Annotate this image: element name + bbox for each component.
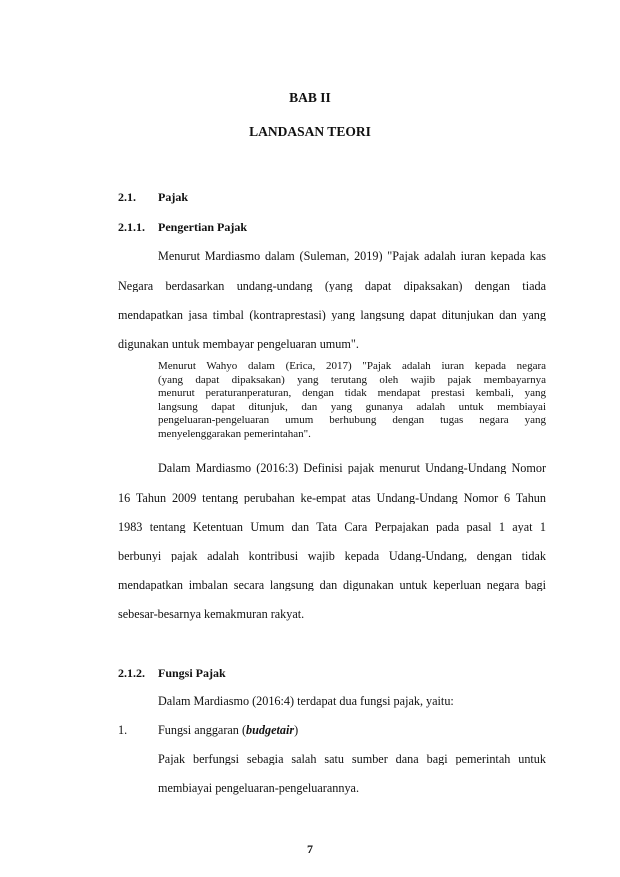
- paragraph-2-line-1: Dalam Mardiasmo (2016:3) Definisi pajak menurut Undang-Undang Nomor: [158, 462, 546, 475]
- quote-line: (yang dapat dipaksakan) yang terutang oleh wajib pajak membayarnya: [158, 373, 546, 386]
- section-title: Pajak: [158, 190, 188, 204]
- quote-line: menurut peraturanperaturan, dengan tidak mendapat prestasi kembali, yang: [158, 387, 546, 400]
- section-heading-2-1-1: [118, 220, 247, 235]
- paragraph-2-line-3: 1983 tentang Ketentuan Umum dan Tata Cara Perpajakan pada pasal 1 ayat 1: [118, 521, 546, 534]
- list-text-close: ): [294, 723, 299, 737]
- chapter-title: LANDASAN TEORI: [249, 124, 371, 139]
- list-text-italic: budgetair: [246, 723, 295, 737]
- paragraph-1-line-3: mendapatkan jasa timbal (kontraprestasi) yang langsung dapat ditunjukan dan yang: [118, 309, 546, 322]
- paragraph-1-line-4: digunakan untuk membayar pengeluaran umum".: [118, 337, 359, 351]
- section-title: Fungsi Pajak: [158, 666, 226, 680]
- section-number: 2.1.: [118, 190, 136, 204]
- paragraph-3: Dalam Mardiasmo (2016:4) terdapat dua fungsi pajak, yaitu:: [158, 694, 454, 708]
- paragraph-1-line-2: Negara berdasarkan undang-undang (yang dapat dipaksakan) dengan tiada: [118, 280, 546, 293]
- list-number: 1.: [118, 723, 128, 737]
- paragraph-2-line-5: mendapatkan imbalan secara langsung dan digunakan untuk keperluan negara bagi: [118, 579, 546, 592]
- section-number: 2.1.2.: [118, 666, 145, 680]
- quote-line: pengeluaran-pengeluaran umum berhubung dengan tugas negara yang: [158, 414, 546, 427]
- list-item-1-desc-line-1: Pajak berfungsi sebagia salah satu sumber dana bagi pemerintah untuk: [158, 753, 546, 766]
- paragraph-2-line-2: 16 Tahun 2009 tentang perubahan ke-empat atas Undang-Undang Nomor 6 Tahun: [118, 492, 546, 505]
- list-item-1-desc-line-2: membiayai pengeluaran-pengeluarannya.: [158, 781, 359, 795]
- paragraph-2-line-6: sebesar-besarnya kemakmuran rakyat.: [118, 607, 305, 621]
- block-quote: [158, 360, 546, 442]
- quote-line: Menurut Wahyo dalam (Erica, 2017) "Pajak adalah iuran kepada negara: [158, 360, 546, 372]
- section-number: 2.1.1.: [118, 220, 145, 234]
- list-text: Fungsi anggaran (: [158, 723, 247, 737]
- quote-line: menyelenggarakan pemerintahan".: [158, 427, 311, 440]
- list-item-1: [118, 724, 298, 736]
- chapter-label: BAB II: [289, 90, 331, 105]
- page-number: 7: [307, 842, 313, 856]
- section-heading-2-1: [118, 190, 188, 205]
- section-heading-2-1-2: [118, 666, 226, 681]
- section-title: Pengertian Pajak: [158, 220, 247, 234]
- quote-line: langsung dapat ditunjuk, dan yang gunanya adalah untuk membiayai: [158, 400, 546, 413]
- paragraph-1-line-1: Menurut Mardiasmo dalam (Suleman, 2019) "Pajak adalah iuran kepada kas: [158, 250, 546, 263]
- paragraph-2-line-4: berbunyi pajak adalah kontribusi wajib kepada Udang-Undang, dengan tidak: [118, 550, 546, 563]
